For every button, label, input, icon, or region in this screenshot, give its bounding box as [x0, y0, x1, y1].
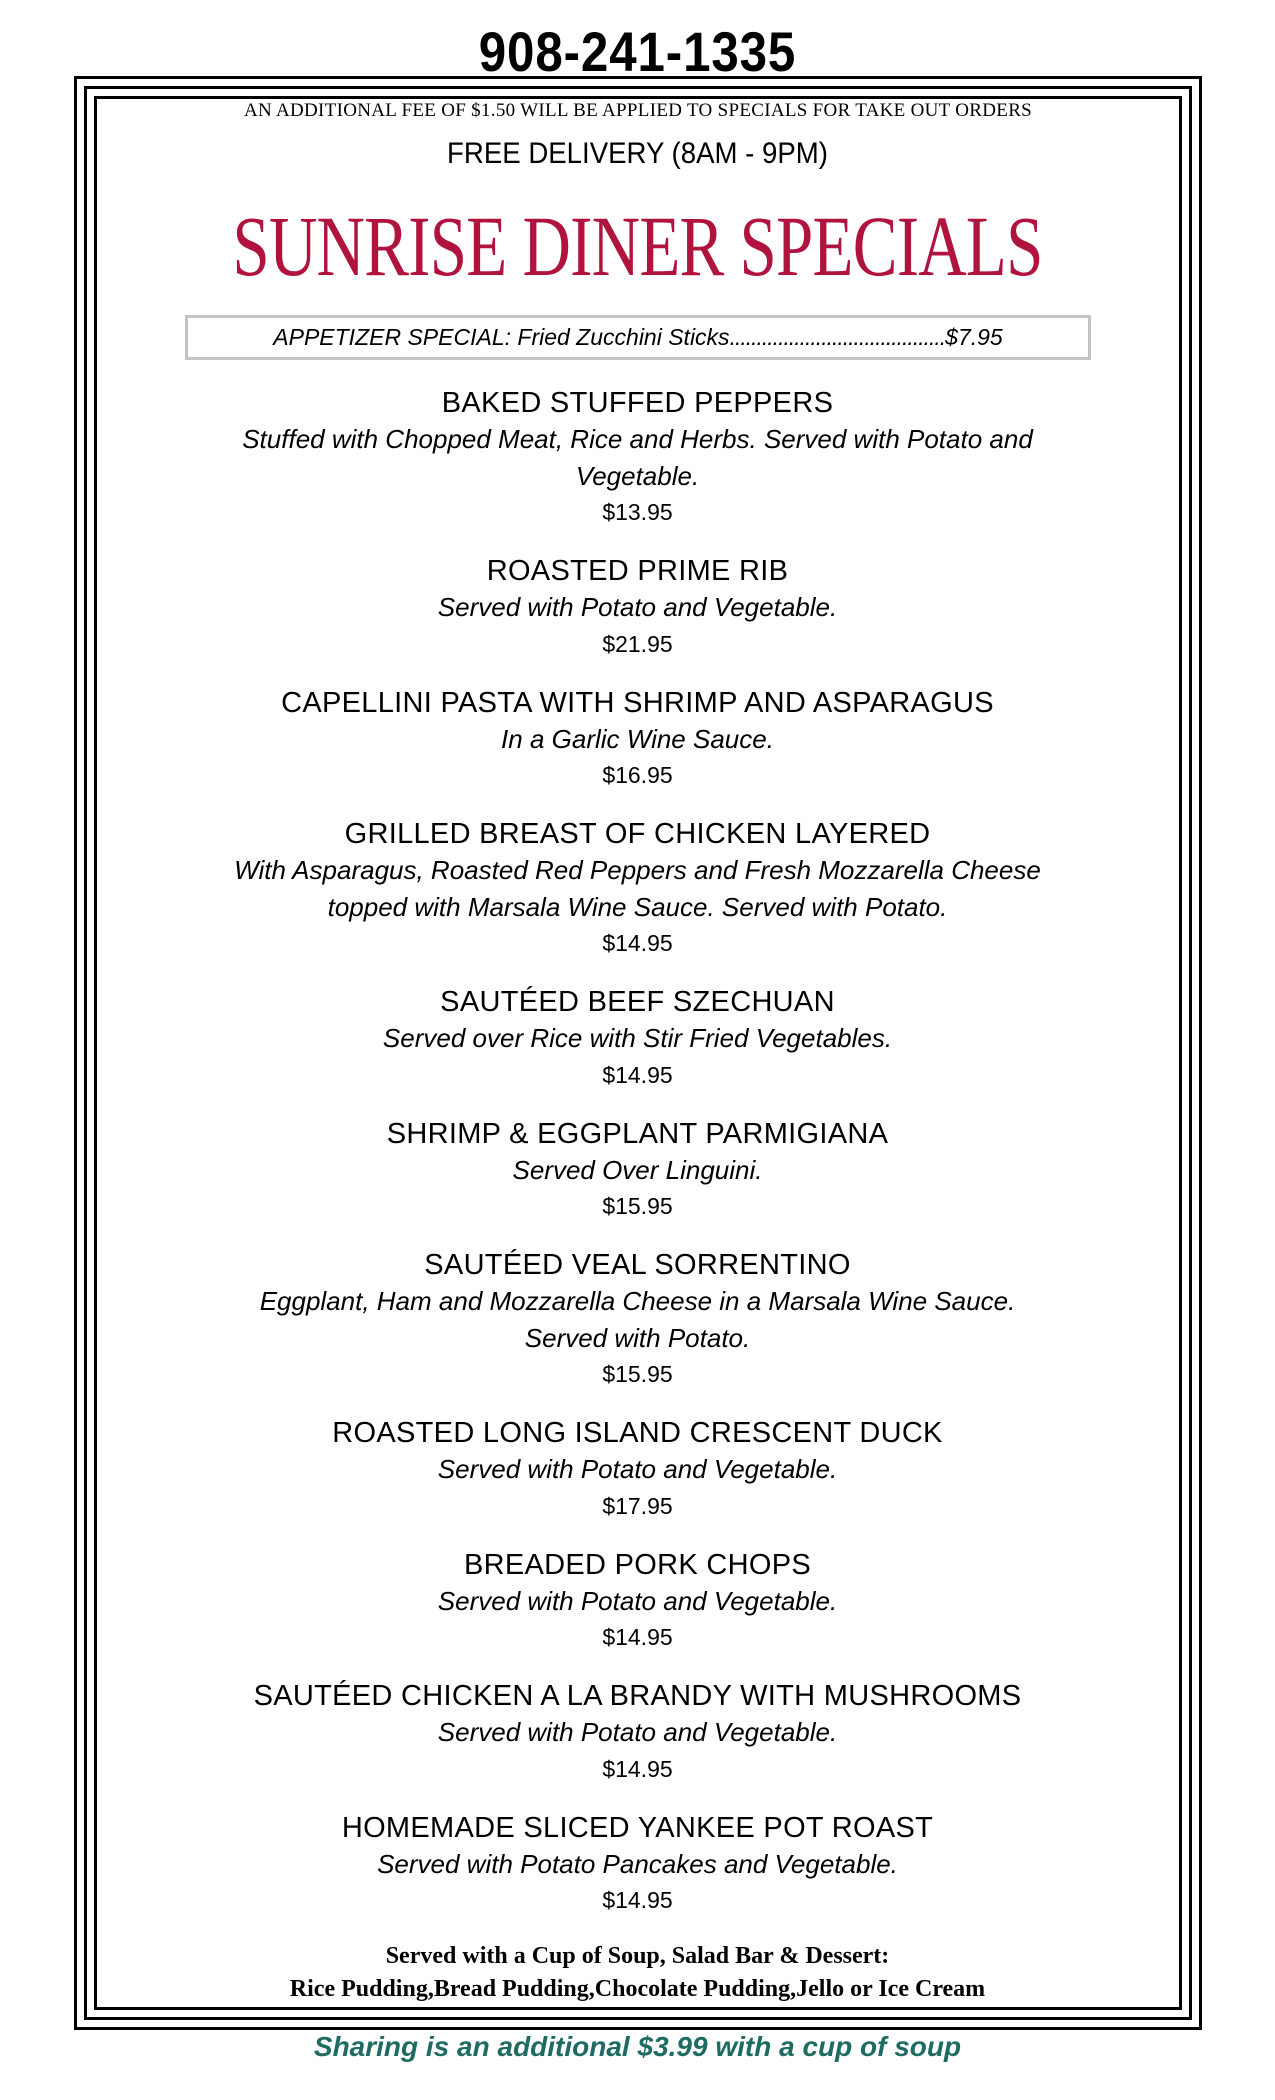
- appetizer-special-box: [185, 315, 1091, 360]
- item-name: CAPELLINI PASTA WITH SHRIMP AND ASPARAGUS: [281, 686, 994, 719]
- item-name: ROASTED PRIME RIB: [486, 555, 789, 587]
- menu-item: [100, 984, 1175, 1093]
- item-name: HOMEMADE SLICED YANKEE POT ROAST: [341, 1811, 934, 1844]
- item-name: SAUTÉED CHICKEN A LA BRANDY WITH MUSHROOMS: [253, 1680, 1022, 1712]
- item-price: $14.95: [602, 1887, 673, 1913]
- item-description: In a Garlic Wine Sauce.: [501, 723, 774, 754]
- item-price: $14.95: [602, 1624, 673, 1650]
- item-name: BAKED STUFFED PEPPERS: [441, 387, 834, 419]
- item-name: SAUTÉED VEAL SORRENTINO: [424, 1249, 851, 1281]
- item-description: Served with Potato and Vegetable.: [437, 1717, 838, 1747]
- item-name: SAUTÉED BEEF SZECHUAN: [440, 986, 835, 1018]
- menu-item: [100, 1547, 1175, 1656]
- item-description: Vegetable.: [575, 460, 700, 491]
- item-price: $16.95: [602, 762, 673, 788]
- item-price: $15.95: [602, 1361, 673, 1387]
- item-name: GRILLED BREAST OF CHICKEN LAYERED: [344, 818, 931, 850]
- menu-item: [100, 1116, 1175, 1225]
- menu-item: [100, 816, 1175, 961]
- item-description: Served over Rice with Stir Fried Vegetables.: [382, 1023, 893, 1053]
- menu-item: [100, 553, 1175, 662]
- appetizer-price: $7.95: [945, 324, 1003, 350]
- item-description: Served with Potato and Vegetable.: [437, 1585, 838, 1616]
- delivery-hours: FREE DELIVERY (8AM - 9PM): [447, 137, 828, 170]
- menu-item: [100, 1678, 1175, 1787]
- menu-item: [100, 1415, 1175, 1524]
- menu-item: [100, 685, 1175, 794]
- menu-item: [100, 1247, 1175, 1392]
- item-name: ROASTED LONG ISLAND CRESCENT DUCK: [332, 1417, 943, 1449]
- item-price: $14.95: [602, 930, 673, 956]
- item-description: Served with Potato.: [524, 1322, 751, 1353]
- item-description: Served with Potato Pancakes and Vegetable.: [377, 1848, 898, 1879]
- item-description: Served with Potato and Vegetable.: [437, 1454, 838, 1484]
- item-price: $21.95: [602, 630, 673, 657]
- menu-title: SUNRISE DINER SPECIALS: [232, 198, 1043, 294]
- included-line: Served with a Cup of Soup, Salad Bar & Dessert:: [385, 1943, 890, 1969]
- item-description: topped with Marsala Wine Sauce. Served with Potato.: [327, 891, 948, 922]
- specials-list: [100, 385, 1175, 1941]
- item-description: With Asparagus, Roasted Red Peppers and Fresh Mozzarella Cheese: [234, 855, 1041, 885]
- dessert-options: Rice Pudding,Bread Pudding,Chocolate Pudding,Jello or Ice Cream: [289, 1976, 986, 2002]
- item-price: $17.95: [602, 1492, 673, 1519]
- item-description: Eggplant, Ham and Mozzarella Cheese in a Marsala Wine Sauce.: [259, 1286, 1016, 1316]
- item-price: $13.95: [602, 499, 673, 525]
- item-name: BREADED PORK CHOPS: [463, 1548, 812, 1581]
- menu-item: [100, 1810, 1175, 1919]
- included-sides-note: [100, 1940, 1175, 2006]
- item-price: $14.95: [602, 1061, 673, 1088]
- appetizer-label: APPETIZER SPECIAL: Fried Zucchini Sticks: [273, 324, 730, 350]
- takeout-fee-notice: AN ADDITIONAL FEE OF $1.50 WILL BE APPLIED TO SPECIALS FOR TAKE OUT ORDERS: [100, 99, 1176, 123]
- item-name: SHRIMP & EGGPLANT PARMIGIANA: [386, 1117, 889, 1150]
- leader-dots: ........................................: [729, 324, 946, 350]
- item-description: Served Over Linguini.: [512, 1154, 763, 1185]
- item-description: Served with Potato and Vegetable.: [437, 592, 838, 622]
- menu-item: [100, 385, 1175, 530]
- item-price: $14.95: [602, 1755, 673, 1782]
- item-description: Stuffed with Chopped Meat, Rice and Herbs. Served with Potato and: [242, 424, 1033, 454]
- phone-number: 908-241-1335: [478, 20, 797, 83]
- sharing-fee-note: Sharing is an additional $3.99 with a cup of soup: [313, 2031, 962, 2062]
- item-price: $15.95: [602, 1193, 673, 1219]
